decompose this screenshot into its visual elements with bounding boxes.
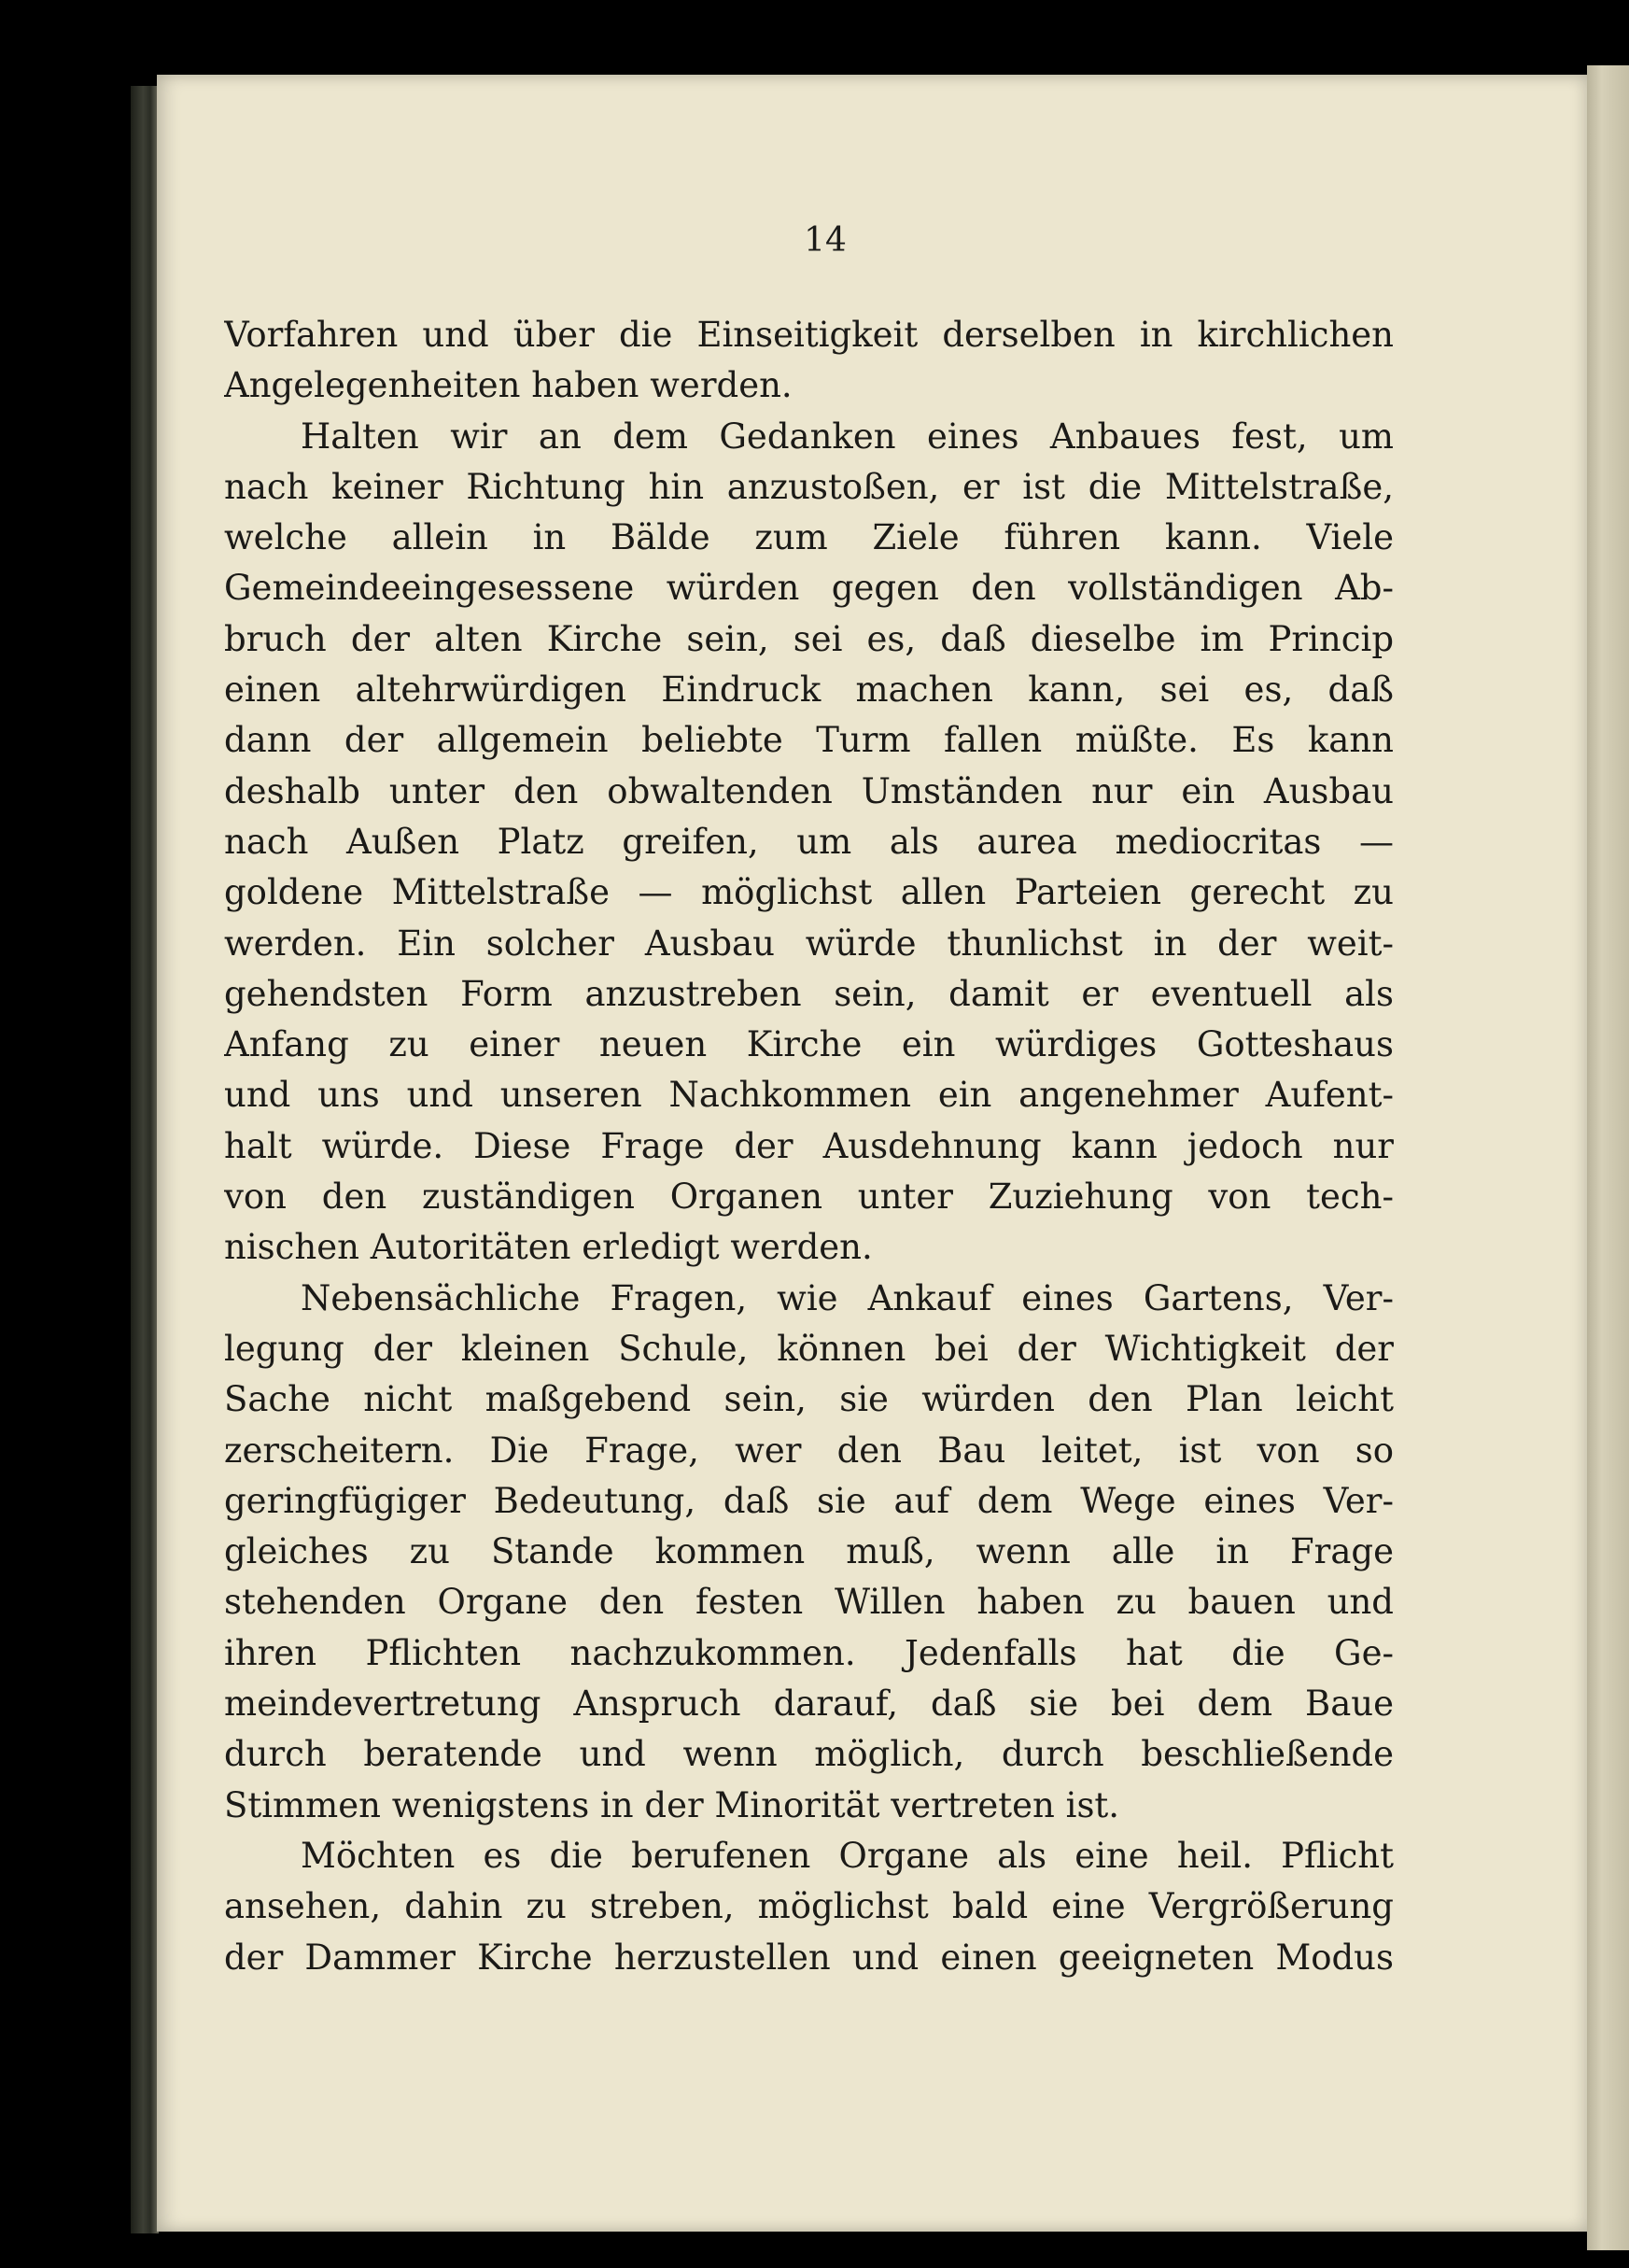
text-line: legung der kleinen Schule, können bei der Wichtigkeit der <box>224 1328 1394 1369</box>
text-line: Angelegenheiten haben werden. <box>224 365 793 406</box>
text-line: Vorfahren und über die Einseitigkeit derselben in kirchlichen <box>224 315 1394 355</box>
text-line: goldene Mittelstraße — möglichst allen Parteien gerecht zu <box>224 872 1394 913</box>
text-line: und uns und unseren Nachkommen ein angenehmer Aufent- <box>224 1075 1394 1116</box>
text-line: gehendsten Form anzustreben sein, damit er eventuell als <box>224 973 1394 1014</box>
text-line: bruch der alten Kirche sein, sei es, daß dieselbe im Princip <box>224 618 1394 659</box>
text-line: geringfügiger Bedeutung, daß sie auf dem Wege eines Ver- <box>224 1480 1394 1521</box>
page-body-text <box>224 310 1394 1983</box>
text-line: nischen Autoritäten erledigt werden. <box>224 1227 873 1268</box>
text-line: Anfang zu einer neuen Kirche ein würdiges Gotteshaus <box>224 1024 1394 1065</box>
text-line: gleiches zu Stande kommen muß, wenn alle in Frage <box>224 1531 1394 1572</box>
text-line: Halten wir an dem Gedanken eines Anbaues fest, um <box>301 416 1394 457</box>
text-line: Stimmen wenigstens in der Minorität vertreten ist. <box>224 1784 1120 1825</box>
text-line: deshalb unter den obwaltenden Umständen nur ein Ausbau <box>224 770 1394 811</box>
text-line: nach Außen Platz greifen, um als aurea mediocritas — <box>224 821 1394 862</box>
text-line: werden. Ein solcher Ausbau würde thunlichst in der weit- <box>224 923 1394 964</box>
text-line: Nebensächliche Fragen, wie Ankauf eines Gartens, Ver- <box>301 1277 1394 1318</box>
book-spine <box>131 86 159 2233</box>
text-line: meindevertretung Anspruch darauf, daß sie bei dem Baue <box>224 1683 1394 1725</box>
facing-page-edge <box>1587 65 1629 2250</box>
text-line: durch beratende und wenn möglich, durch beschließende <box>224 1734 1394 1775</box>
text-line: Gemeindeeingesessene würden gegen den vollständigen Ab- <box>224 568 1394 609</box>
text-line: Möchten es die berufenen Organe als eine heil. Pflicht <box>301 1835 1394 1876</box>
text-line: zerscheitern. Die Frage, wer den Bau leitet, ist von so <box>224 1430 1394 1471</box>
text-line: ansehen, dahin zu streben, möglichst bald eine Vergrößerung <box>224 1886 1394 1927</box>
text-line: welche allein in Bälde zum Ziele führen kann. Viele <box>224 517 1394 558</box>
text-line: nach keiner Richtung hin anzustoßen, er ist die Mittelstraße, <box>224 466 1394 507</box>
text-line: ihren Pflichten nachzukommen. Jedenfalls hat die Ge- <box>224 1632 1394 1673</box>
text-line: von den zuständigen Organen unter Zuziehung von tech- <box>224 1176 1394 1218</box>
page-number: 14 <box>804 221 847 260</box>
text-line: der Dammer Kirche herzustellen und einen geeigneten Modus <box>224 1937 1394 1978</box>
text-line: halt würde. Diese Frage der Ausdehnung kann jedoch nur <box>224 1125 1394 1166</box>
text-line: dann der allgemein beliebte Turm fallen müßte. Es kann <box>224 720 1394 761</box>
text-line: Sache nicht maßgebend sein, sie würden den Plan leicht <box>224 1379 1394 1420</box>
text-line: stehenden Organe den festen Willen haben zu bauen und <box>224 1582 1394 1623</box>
text-line: einen altehrwürdigen Eindruck machen kann, sei es, daß <box>224 669 1394 711</box>
